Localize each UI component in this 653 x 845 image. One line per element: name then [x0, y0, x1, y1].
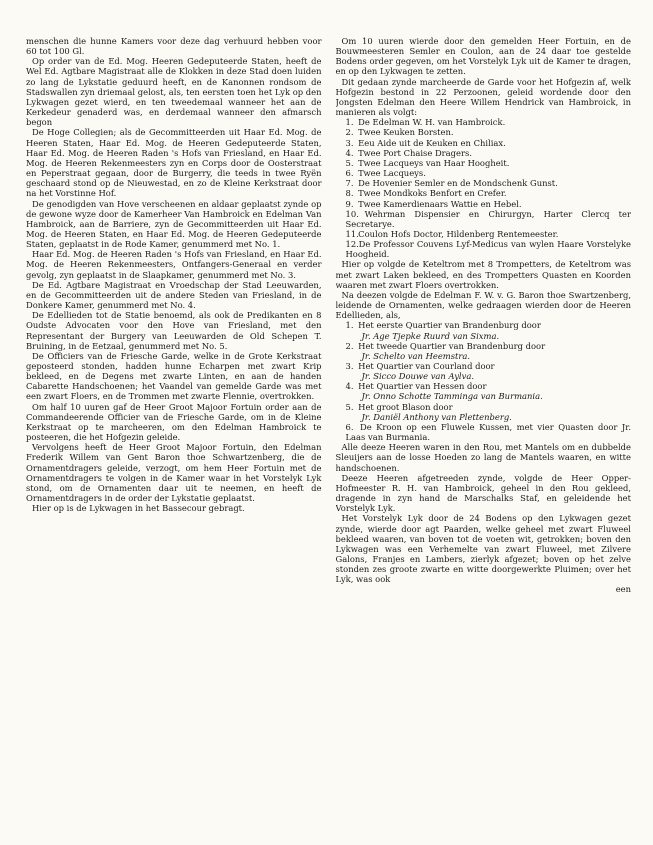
list-text: Het Quartier van Courland door — [358, 361, 495, 371]
paragraph: Vervolgens heeft de Heer Groot Majoor Fortuin, den Edelman Frederik Willem van Gent Baron thoe Schwartzenberg, die de Ornamentdragers geleide, verzogt, om hem Heer Fortuin met de Ornamentdragers te volgen in de Kamer waar in het Vorstelyk Lyk stond, om de Ornamenten daar uit te neemen, en heeft de Ornamentdragers in de order der Lykstatie geplaatst. — [26, 442, 322, 504]
catchword: een — [615, 584, 631, 595]
list-text: Twee Mondkoks Benfort en Crefer. — [358, 188, 507, 199]
paragraph: Hier op volgde de Keteltrom met 8 Trompetters, de Keteltrom was met zwart Laken bekleed, en des Trompetters Quasten en Koorden waaren met zwart Floers overtrokken. — [335, 259, 631, 290]
list-number: 6. — [345, 168, 354, 179]
list-text: Coulon Hofs Doctor, Hildenberg Rentemeester. — [358, 228, 559, 239]
list-item — [336, 209, 632, 229]
paragraph: Na deezen volgde de Edelman F. W. v. G. Baron thoe Swartzenberg, leidende de Ornamenten, welke gedraagen wierden door de Heeren Edellieden, als, — [335, 289, 631, 321]
list-item — [336, 402, 632, 412]
list-item — [336, 239, 632, 259]
list-text: Twee Kamerdienaars Wattie en Hebel. — [358, 198, 522, 209]
list-item — [336, 341, 632, 351]
ornament-bearer: Jr. Age Tjepke Ruurd van Sixma. — [361, 330, 500, 341]
paragraph: Dit gedaan zynde marcheerde de Garde voor het Hofgezin af, welk Hofgezin bestond in 22 Perzoonen, geleid wordende door den Jongsten Edelman den Heere Willem Hendrick van Hambroick, in manieren als volgt: — [335, 76, 631, 118]
list-number: 6. — [345, 421, 354, 432]
list-text: Twee Lacqueys. — [358, 168, 426, 179]
list-item — [336, 127, 632, 137]
list-number: 1. — [345, 117, 354, 128]
list-item — [336, 138, 632, 148]
list-number: 4. — [345, 147, 354, 158]
list-item — [336, 188, 632, 198]
list-text: Het Quartier van Hessen door — [358, 381, 487, 392]
paragraph: Deeze Heeren afgetreeden zynde, volgde de Heer Opper-Hofmeester R. H. van Hambroick, geheel in den Rou gekleed, dragende in zyn hand de Marschalks Staf, en geleidende het Vorstelyk Lyk. — [335, 472, 631, 514]
list-number: 2. — [345, 340, 354, 351]
list-number: 12. — [345, 239, 359, 250]
paragraph: menschen die hunne Kamers voor deze dag verhuurd hebben voor 60 tot 100 Gl. — [26, 36, 322, 57]
list-item — [336, 422, 632, 442]
list-text: De Hovenier Semler en de Mondschenk Gunst. — [358, 178, 558, 189]
ornament-bearer: Jr. Schelto van Heemstra. — [361, 350, 471, 361]
list-item — [336, 148, 632, 158]
paragraph: Op order van de Ed. Mog. Heeren Gedeputeerde Staten, heeft de Wel Ed. Agtbare Magistraat alle de Klokken in deze Stad doen luiden zo lang de Lykstatie geduurd heeft, en de Kanonnen rondsom de Stadswallen zyn driemaal gelost, als, ten eersten toen het Lyk op den Lykwagen gezet wierd, en ten tweedemaal wanneer het aan de Kerkedeur genaderd was, en derdemaal wanneer den afmarsch begon — [26, 56, 322, 128]
list-item — [336, 381, 632, 391]
ornament-bearer: Jr. Onno Schotte Tamminga van Burmania. — [361, 391, 543, 402]
list-number: 4. — [345, 381, 354, 392]
hofgezin-list — [336, 117, 632, 259]
list-item — [336, 320, 632, 330]
ornament-bearer: Jr. Sicco Douwe van Aylva. — [361, 371, 474, 382]
list-number: 10. — [345, 208, 359, 219]
list-number: 2. — [345, 127, 354, 138]
paragraph: De Ed. Agtbare Magistraat en Vroedschap der Stad Leeuwarden, en de Gecommitteerden uit de andere Steden van Friesland, in de Donkere Kamer, genummerd met No. 4. — [26, 279, 322, 311]
list-number: 8. — [345, 188, 354, 199]
paragraph: Hier op is de Lykwagen in het Bassecour gebragt. — [32, 503, 245, 514]
paragraph: De genodigden van Hove verscheenen en aldaar geplaatst zynde op de gewone wyze door de Kamerheer Van Hambroick en Edelman Van Hambroick, aan de Barriere, zyn de Gecommitteerden uit Haar Ed. Mog. de Heeren Staten, en Haar Ed. Mog. de Heeren Gedeputeerde Staten, geplaatst in de Rode Kamer, genummerd met No. 1. — [26, 198, 322, 250]
list-text: Twee Lacqueys van Haar Hoogheit. — [358, 157, 510, 168]
paragraph: Haar Ed. Mog. de Heeren Raden 's Hofs van Friesland, en Haar Ed. Mog. de Heeren Rekenmeesters, Ontfangers-Generaal en verder gevolg, zyn geplaatst in de Slaapkamer, genummerd met No. 3. — [26, 249, 322, 280]
list-text: Wehrman Dispensier en Chirurgyn, Harter Clercq ter Secretarye. — [345, 208, 631, 229]
paragraph: De Edellieden tot de Statie benoemd, als ook de Predikanten en 8 Oudste Advocaten voor den Hove van Friesland, met den Representant der Burgery van Leeuwarden de Old Schepen T. Bruining, in de Eetzaal, genummerd met No. 5. — [26, 310, 322, 351]
paragraph: De Hoge Collegien; als de Gecommitteerden uit Haar Ed. Mog. de Heeren Staten, Haar Ed. Mog. de Heeren Gedeputeerde Staten, Haar Ed. Mog. de Heeren Raden 's Hofs van Friesland, en Haar Ed. Mog. de Heeren Rekenmeesters zyn en Corps door de Oosterstraat en Peperstraat gegaan, door de Burgerry, die teeds in twee Ryën geschaard stond op de Nieuwestad, en zo de Kleine Kerkstraat door na het Vorstinne Hof. — [26, 127, 322, 199]
list-text: De Kroon op een Fluwele Kussen, met vier Quasten door Jr. Laas van Burmania. — [345, 421, 631, 443]
list-number: 11. — [345, 228, 359, 239]
list-text: Het groot Blason door — [358, 401, 453, 412]
right-column — [336, 36, 632, 827]
list-item — [336, 168, 632, 178]
left-column — [26, 36, 322, 827]
paragraph: Om 10 uuren wierde door den gemelden Heer Fortuin, en de Bouwmeesteren Semler en Coulon, aan de 24 daar toe gestelde Bodens order gegeven, om het Vorstelyk Lyk uit de Kamer te dragen, en op den Lykwagen te zetten. — [335, 36, 631, 77]
paragraph: De Officiers van de Friesche Garde, welke in de Grote Kerkstraat geposteerd stonden, hadden hunne Echarpen met zwart Krip bekleed, en de Degens met zwarte Linten, en aan de handen Cabarette Handschoenen; het Vaandel van gemelde Garde was met een zwart Floers, en de Trommen met zwarte Flennie, overtrokken. — [26, 350, 322, 402]
list-text: Eeu Aide uit de Keuken en Chiliax. — [358, 137, 506, 148]
list-number: 9. — [345, 198, 354, 209]
right-intro — [336, 36, 632, 117]
list-text: De Professor Couvens Lyf-Medicus van wylen Haare Vorstelyke Hoogheid. — [345, 239, 631, 260]
two-column-layout — [26, 36, 631, 827]
list-number: 5. — [345, 157, 354, 168]
right-end — [336, 442, 632, 584]
list-number: 5. — [345, 401, 354, 412]
list-text: De Edelman W. H. van Hambroick. — [358, 117, 506, 128]
paragraph: Om half 10 uuren gaf de Heer Groot Majoor Fortuin order aan de Commandeerende Officier van de Friesche Garde, om in de Kleine Kerkstraat op te marcheeren, om den Edelman Hambroick te posteeren, die het Hofgezin geleide. — [26, 401, 322, 443]
list-number: 3. — [345, 137, 354, 148]
list-text: Twee Port Chaise Dragers. — [358, 147, 472, 158]
list-text: Het eerste Quartier van Brandenburg door — [358, 320, 541, 331]
list-item — [336, 229, 632, 239]
ornament-bearer: Jr. Daniël Anthony van Plettenberg. — [361, 411, 512, 422]
list-text: Twee Keuken Borsten. — [358, 127, 454, 138]
list-number: 3. — [345, 361, 354, 371]
list-number: 1. — [345, 320, 354, 331]
list-item — [336, 158, 632, 168]
right-middle — [336, 259, 632, 320]
list-text: Het tweede Quartier van Brandenburg door — [358, 340, 546, 351]
list-number: 7. — [345, 178, 354, 189]
list-item — [336, 117, 632, 127]
list-item — [336, 361, 632, 371]
list-item — [336, 178, 632, 188]
list-item — [336, 199, 632, 209]
paragraph: Alle deeze Heeren waren in den Rou, met Mantels om en dubbelde Sleuijers aan de losse Hoeden zo lang de Mantels waaren, en witte handschoenen. — [335, 442, 631, 473]
paragraph: Het Vorstelyk Lyk door de 24 Bodens op den Lykwagen gezet zynde, wierde door agt Paarden, welke geheel met zwart Fluweel bekleed waaren, van boven tot de voeten wit, getrokken; boven den Lykwagen was een Verhemelte van zwart Fluweel, met Zilvere Galons, Franjes en Lambers, zierlyk afgezet; boven op het zelve stonden zes groote zwarte en witte doorgewerkte Pluimen; over het Lyk, was ook — [335, 513, 631, 585]
ornamenten-list — [336, 320, 632, 442]
